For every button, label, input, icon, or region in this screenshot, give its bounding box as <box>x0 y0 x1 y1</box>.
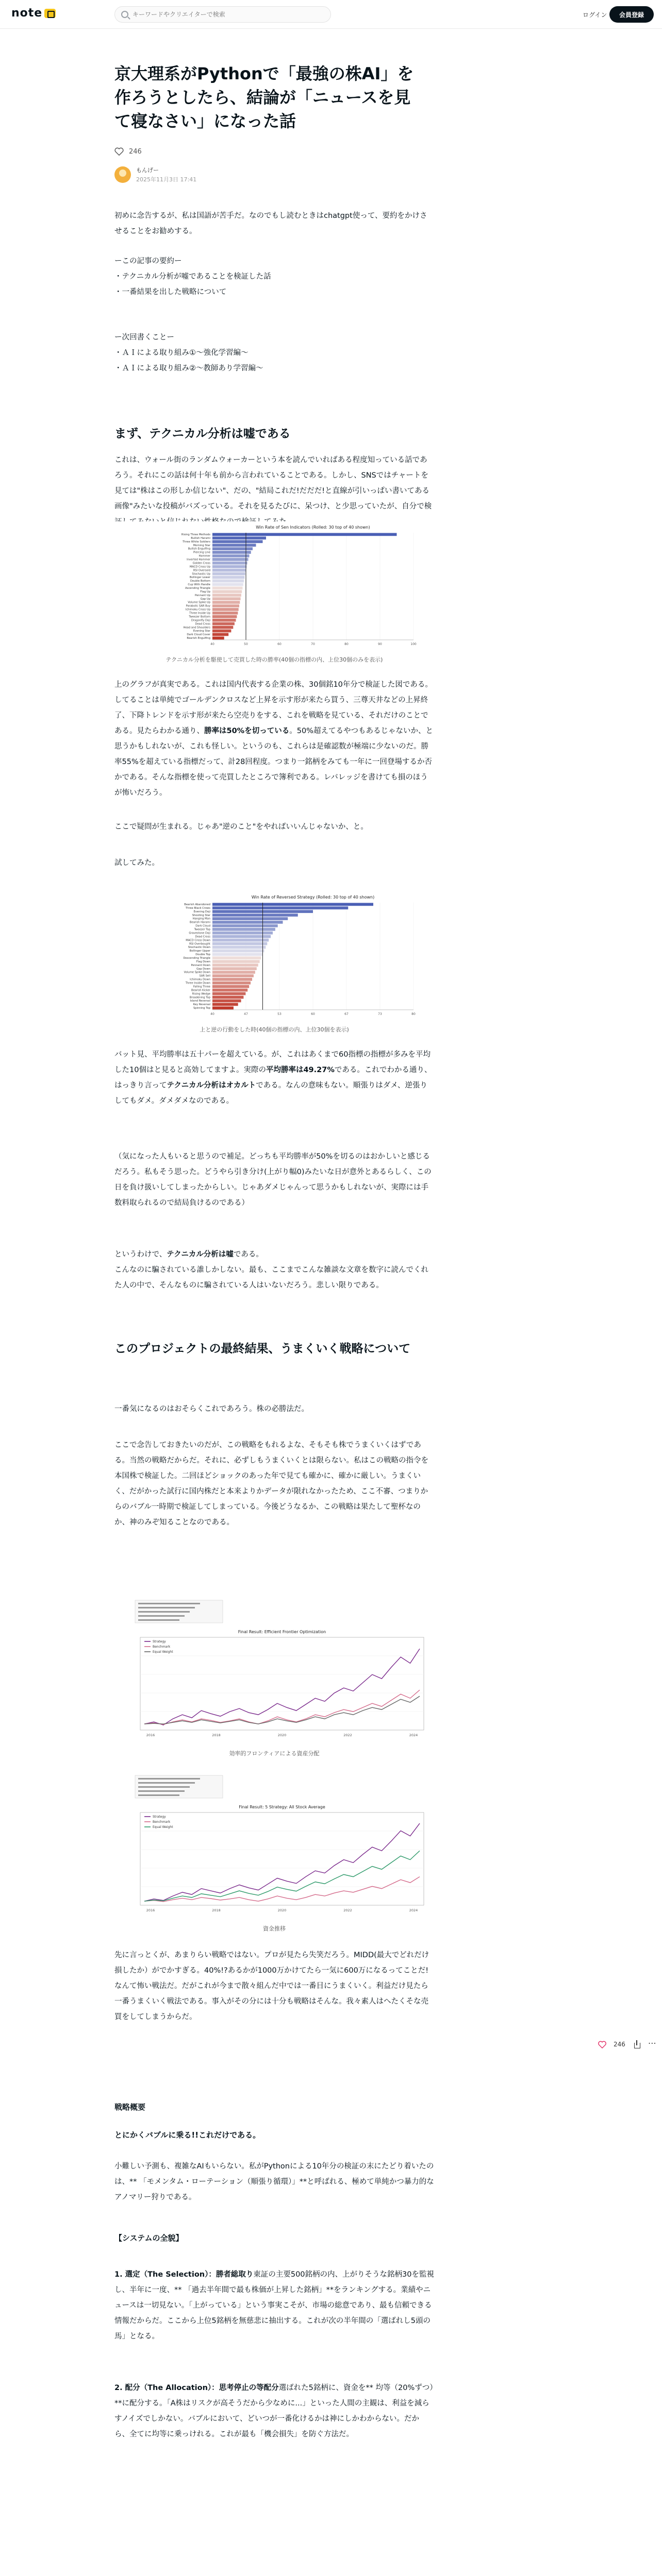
bar-label: Double Top <box>195 953 210 957</box>
bar <box>212 917 288 920</box>
like-count: 246 <box>614 2041 625 2048</box>
legend-label: Strategy <box>153 1815 166 1819</box>
x-tick-label: 2022 <box>343 1733 352 1737</box>
emphasis: 平均勝率は49.27% <box>266 1066 335 1074</box>
bar <box>212 946 266 949</box>
bar-label: Flag Up <box>200 590 210 594</box>
efficient-frontier-chart <box>114 1597 434 1741</box>
bar-label: Volume Spike Up <box>188 601 210 604</box>
paragraph: （気になった人もいると思うので補足。どっちも平均勝率が50%を切るのはおかしいと感じるだろう。私もそう思った。どうやら引き分け(上がり幅0)みたいな日が意外とあるらしく、この日を負け扱いしてしまったからしい。じゃあダメじゃんって思うかもしれないが、実際には手数料取られるので結局負けるのである） <box>114 1153 432 1207</box>
x-tick-label: 80 <box>411 1012 416 1016</box>
logo-badge-icon <box>44 9 56 18</box>
bar-label: Three White Soldiers <box>183 540 210 544</box>
bar-label: SAR Sell <box>199 974 210 978</box>
note-logo[interactable] <box>11 7 56 20</box>
equity-curve-chart <box>114 1772 434 1917</box>
bar <box>212 551 251 554</box>
x-tick-label: 60 <box>311 1012 315 1016</box>
section-heading: このプロジェクトの最終結果、うまくいく戦略について <box>114 1342 411 1355</box>
bar <box>212 1007 234 1010</box>
signup-button[interactable]: 会員登録 <box>609 6 654 23</box>
paragraph: 小難しい予測も、複雑なAIもいらない。私がPythonによる10年分の検証の末にたどり着いたのは、** 「モメンタム・ローテーション（順張り循環）」**と呼ばれる、極めて単純かつ暴力的なアノマリー狩りである。 <box>114 2162 434 2201</box>
bar <box>212 562 247 565</box>
x-tick-label: 73 <box>378 1012 382 1016</box>
bar <box>212 906 348 909</box>
bar <box>212 985 249 988</box>
strategy-heading: 戦略概要 <box>114 2103 146 2112</box>
summary-item: ・テクニカル分析が嘘であることを検証した話 <box>114 273 271 281</box>
bar <box>212 928 275 931</box>
bar <box>212 924 278 927</box>
bar <box>212 637 224 640</box>
x-tick-label: 40 <box>210 642 214 646</box>
bar <box>212 953 263 956</box>
bar <box>212 580 244 583</box>
emphasis: テクニカル分析は嘘 <box>167 1250 234 1259</box>
bar <box>212 572 245 575</box>
bar-label: Hammer <box>198 554 210 558</box>
bar <box>212 989 247 992</box>
heart-icon[interactable] <box>114 147 124 156</box>
x-tick-label: 67 <box>344 1012 349 1016</box>
chart-title: Final Result: 5 Strategy: All Stock Average <box>239 1805 325 1809</box>
bar-label: Ascending Triangle <box>185 586 210 590</box>
step-paragraph: 2. 配分（The Allocation）：思考停止の等配分選ばれた5銘柄に、資金を** 均等（20%ずつ）**に配分する。「A株はリスクが高そうだから少なめに...」といった人間の主観は、利益を減らすノイズでしかない。バブルにおいて、どいつが一番化けるかは神にしかわからない。だから、全てに均等に乗っけれる。これが最も「機会損失」を防ぐ方法だ。 <box>114 2384 434 2438</box>
x-tick-label: 2020 <box>277 1733 287 1737</box>
bar <box>212 996 243 999</box>
paragraph: 先に言っとくが、あまりらい戦略ではない。プロが見たら失笑だろう。MIDD(最大でどれだけ損したか）がでかすぎる。40%!?あるかが1000万かけてたら一気に600万になるってことだ!なんて怖い戦法だ。だがこれが今まで散々組んだ中では一番目にうまくいく。利益だけ見たら一番うまくいく戦法である。事入がその分には十分も戦略はそんな。我々素人はへたくそな売買をしてしまうからだ。 <box>114 1951 429 2021</box>
bar <box>212 554 250 557</box>
bar <box>212 630 231 633</box>
bar <box>212 967 257 970</box>
bar-label: Ichimoku Cross Up <box>185 608 210 612</box>
legend-label: Benchmark <box>153 1820 171 1824</box>
bar <box>212 903 373 906</box>
bar-label: Rising Wedge <box>192 992 210 996</box>
bar-label: Golden Cross <box>192 562 210 565</box>
x-tick-label: 60 <box>277 642 282 646</box>
bar-label: Piercing Line <box>193 551 210 554</box>
figure-caption: テクニカル分析を駆使して売買した時の勝率(40個の指標の内、上位30個のみを表示) <box>166 656 383 663</box>
bar-label: Ichimoku Down <box>190 978 210 981</box>
stats-line <box>138 1790 185 1792</box>
avatar[interactable] <box>114 166 131 183</box>
stats-line <box>138 1611 190 1613</box>
legend-label: Benchmark <box>153 1645 171 1649</box>
like-row <box>114 147 142 156</box>
stats-line <box>138 1794 179 1796</box>
bar <box>212 536 266 539</box>
bar <box>212 935 271 938</box>
bar-label: Broadening Top <box>189 996 210 999</box>
bar <box>212 921 283 924</box>
bar <box>212 604 239 607</box>
site-header <box>0 0 662 29</box>
summary-heading: ーこの記事の要約ー <box>114 257 182 265</box>
paragraph: これは、ウォール街のランダムウォーカーという本を読んでいればある程度知っている話であろう。それにこの話は何十年も前から言われていることである。しかし、SNSではチャートを見ては"株はこの形しか信じない"、だの、"結局これだ!だだだ!と直線が引いっぱい書いてある画像"みたいな投稿がバズっている。それを見るたびに、呆つけ、と少思っていたが、自分で検 <box>114 456 432 511</box>
floating-action-bar <box>598 2040 656 2048</box>
paragraph: というわけで、テクニカル分析は嘘である。 こんなのに騙されている誰しかしない。最も、ここまでこんな雑談な文章を数字に読んでくれた人の中で、そんなものに騙されている人はいないだろう。悲しい限りである。 <box>114 1250 428 1290</box>
legend-label: Equal Weight <box>153 1650 173 1654</box>
x-tick-label: 2024 <box>409 1733 418 1737</box>
bar-label: Three Inside Down <box>185 981 210 985</box>
bar-label: Hanging Man <box>192 917 210 921</box>
bar-label: Cup With Handle <box>188 583 210 587</box>
chart-background <box>114 521 434 650</box>
chart-title: Final Result: Efficient Frontier Optimization <box>238 1630 326 1634</box>
next-item: ・ＡＩによる取り組み①〜強化学習編〜 <box>114 349 249 357</box>
next-item: ・ＡＩによる取り組み②〜教師あり学習編〜 <box>114 364 263 372</box>
bar <box>212 587 243 590</box>
bar-label: Three Inside Up <box>189 612 210 615</box>
chart-title: Win Rate of Sen Indicators (Rolled: 30 top of 40 shown) <box>256 525 370 530</box>
x-tick-label: 2016 <box>146 1908 155 1912</box>
x-tick-label: 2024 <box>409 1908 418 1912</box>
x-tick-label: 90 <box>378 642 382 646</box>
section-heading: まず、テクニカル分析は嘘である <box>114 427 291 440</box>
bar <box>212 1003 238 1006</box>
stats-line <box>138 1607 195 1608</box>
chart-title: Win Rate of Reversed Strategy (Rolled: 30 top of 40 shown) <box>251 895 375 900</box>
bar-label: Shooting Star <box>192 913 210 917</box>
bar <box>212 992 245 995</box>
figure-caption: 上と逆の行動をした時(40個の指標の内、上位30個を表示) <box>200 1026 349 1033</box>
article-title: 京大理系がPythonで「最強の株AI」を作ろうとしたら、結論が「ニュースを見て寝なさい」になった話 <box>114 64 414 131</box>
like-count: 246 <box>129 147 142 156</box>
login-button[interactable]: ログイン <box>583 7 607 22</box>
bar-label: Bullish Engulfing <box>188 547 210 551</box>
bar <box>212 960 260 963</box>
bar-label: Bearish Kicker <box>191 989 210 992</box>
bar-label: Dead Cross <box>195 935 210 939</box>
bar-label: Dark Cloud Cover <box>187 633 210 637</box>
stats-line <box>138 1778 200 1780</box>
bar <box>212 957 261 960</box>
bar-label: Double Bottom <box>190 580 210 583</box>
bar <box>212 544 256 547</box>
bar-label: Bollinger Upper <box>189 950 210 953</box>
figure-caption: 効率的フロンティアによる資産分配 <box>229 1750 320 1757</box>
search-box[interactable] <box>114 6 331 23</box>
post-date: 2025年11月3日 17:41 <box>136 176 197 183</box>
bar-label: RSI Overbought <box>189 942 210 946</box>
x-tick-label: 2018 <box>212 1908 221 1912</box>
bar-label: Tweezer Top <box>194 928 210 931</box>
author-block[interactable] <box>114 166 196 183</box>
bar-label: Stochastic Down <box>188 946 210 950</box>
step-title: 1. 選定（The Selection）：勝者総取り <box>114 2270 254 2279</box>
bar-label: Evening Star <box>193 630 210 633</box>
bar-label: MACD Cross Down <box>186 939 210 942</box>
bar-label: MACD Cross Up <box>189 565 210 569</box>
bar-label: Bearish Abandoned <box>184 903 210 906</box>
bar <box>212 626 233 629</box>
bar-label: Bollinger Lower <box>189 576 210 580</box>
bar-label: Bullish Harami <box>191 536 210 540</box>
paragraph: バット見、平均勝率は五十パーを超えている。が、これはあくまで60指標の指標が多みを平均した10個はと見ると高効してますよ。実際の平均勝率は49.27%である。これでわかる通り、はっきり言ってテクニカル分析はオカルトである。なんの意味もない。順張りはダメ、逆張りしてもダメ。ダメダメなのである。 <box>114 1050 432 1105</box>
x-tick-label: 53 <box>277 1012 282 1016</box>
strategy-tagline: とにかくバブルに乗る!!これだけである。 <box>114 2130 261 2140</box>
bar-label: Parabolic SAR Buy <box>186 604 210 608</box>
bar-label: Gap Down <box>196 967 210 971</box>
bar-label: Bearish Harami <box>189 921 210 924</box>
figure-caption: 資金推移 <box>263 1925 286 1932</box>
stats-line <box>138 1782 195 1784</box>
bar <box>212 981 251 985</box>
bar <box>212 942 267 945</box>
bar <box>212 612 238 615</box>
bar <box>212 931 273 935</box>
bar <box>212 978 252 981</box>
bar-label: Stochastic Up <box>192 572 210 576</box>
x-tick-label: 100 <box>410 642 417 646</box>
bar <box>212 615 237 618</box>
bar <box>212 971 255 974</box>
search-icon <box>121 11 128 18</box>
paragraph: 試してみた。 <box>114 859 159 867</box>
legend-label: Equal Weight <box>153 1825 173 1829</box>
bar-label: Descending Triangle <box>183 956 210 960</box>
bar <box>212 619 236 622</box>
bar <box>212 601 240 604</box>
system-heading: 【システムの全貌】 <box>114 2233 184 2243</box>
bar <box>212 540 263 543</box>
bar <box>212 558 249 561</box>
paragraph: 一番気になるのはおそらくこれであろう。株の必勝法だ。 <box>114 1405 309 1413</box>
bar-label: Gap Up <box>200 597 210 601</box>
reversed-win-rate-chart <box>114 891 434 1020</box>
bar <box>212 950 264 953</box>
bar-label: Rising Three Methods <box>181 533 210 536</box>
x-tick-label: 70 <box>311 642 315 646</box>
x-tick-label: 2022 <box>343 1908 352 1912</box>
x-tick-label: 50 <box>244 642 248 646</box>
bar-label: Spinning Top <box>193 1007 210 1010</box>
legend-label: Strategy <box>153 1640 166 1643</box>
bar-label: RSI Oversold <box>193 569 210 572</box>
bar-label: Bearish Engulfing <box>187 637 210 640</box>
stats-line <box>138 1615 185 1617</box>
bar <box>212 583 243 586</box>
paragraph: ここで疑問が生まれる。じゃあ"逆のこと"をやればいいんじゃないか、と。 <box>114 823 368 831</box>
bar <box>212 569 246 572</box>
x-tick-label: 47 <box>244 1012 248 1016</box>
bar-label: Volume Spike Down <box>184 971 210 974</box>
summary-item: ・一番結果を出した戦略について <box>114 288 227 296</box>
x-tick-label: 2018 <box>212 1733 221 1737</box>
bar-label: Tweezer Bottom <box>189 615 210 619</box>
more-icon[interactable] <box>648 2040 656 2048</box>
x-tick-label: 40 <box>210 1012 214 1016</box>
bar <box>212 622 235 625</box>
bar-label: Three Black Crows <box>186 906 210 910</box>
stats-line <box>138 1603 200 1604</box>
emphasis: テクニカル分析はオカルト <box>167 1081 256 1090</box>
bar-label: Head and Shoulders <box>183 626 210 630</box>
bar-label: Inverted Hammer <box>187 558 210 562</box>
logo-text: note <box>11 7 43 20</box>
step-title: 2. 配分（The Allocation）：思考停止の等配分 <box>114 2384 279 2392</box>
emphasis: 勝率は50%を切っている <box>204 727 290 735</box>
bar <box>212 590 242 593</box>
bar-label: Flag Down <box>196 960 210 963</box>
bar-label: Dark Cloud <box>195 924 210 928</box>
intro-paragraph: 初めに念告するが、私は国語が苦手だ。なのでもし読むときはchatgpt使って、要約をかけさせることをお勧めする。 <box>114 212 427 235</box>
bar-label: Pennant Up <box>195 594 210 597</box>
bar-label: Dead Cross <box>195 622 210 626</box>
bar <box>212 633 228 636</box>
bar <box>212 974 254 977</box>
share-icon[interactable] <box>633 2040 641 2048</box>
paragraph: ここで念告しておきたいのだが、この戦略をもれるよな、そもそも株でうまくいくはずである。当然の戦略だからだ。それに、必ずしもうまくいくとは限らない。私はこの戦略の指令を本国株で検証した。二回ほどショックのあった年で見ても確かに、確かに厳しい。うまくいく、だがかった試行に国内株だと本来よりかデータが限れなかったため、ここ不審、つまりからのバブル一時期で検証してしまっている。今後どうなるか、この戦略は果たして聖杯なのか、神のみぞ知ることなのである。 <box>114 1441 428 1527</box>
bar <box>212 939 269 942</box>
bar <box>212 576 244 579</box>
bar <box>212 547 253 550</box>
stats-line <box>138 1786 190 1788</box>
bar-label: Morning Star <box>193 544 210 547</box>
x-tick-label: 2016 <box>146 1733 155 1737</box>
heart-icon[interactable] <box>598 2041 606 2048</box>
bar <box>212 999 241 1003</box>
author-name[interactable]: もんげー <box>136 167 159 174</box>
bar-label: Island Reversal <box>190 999 210 1003</box>
bar <box>212 594 241 597</box>
bar <box>212 963 258 967</box>
step-paragraph: 1. 選定（The Selection）：勝者総取り東証の主要500銘柄の内、上がりそうな銘柄30を監視し、半年に一度、** 「過去半年間で最も株価が上昇した銘柄」**をランキングする。業績やニュースは一切見ない。「上がっている」という事実こそが、市場の総意であり、最も信頼できる情報だからだ。ここから上位5銘柄を無慈悲に抽出する。これが次の半年間の「選ばれし5頭の馬」となる。 <box>114 2270 434 2341</box>
x-tick-label: 80 <box>344 642 349 646</box>
bar-label: Evening Doji <box>193 910 210 913</box>
stats-line <box>138 1619 179 1621</box>
bar <box>212 533 397 536</box>
bar <box>212 565 246 568</box>
x-tick-label: 2020 <box>277 1908 287 1912</box>
bar <box>212 913 298 917</box>
bar <box>212 608 239 611</box>
bar-label: Dragonfly Doji <box>191 619 210 622</box>
bar-label: Pennant Down <box>191 963 210 967</box>
search-input[interactable] <box>133 11 318 18</box>
next-heading: ー次回書くことー <box>114 333 174 342</box>
bar <box>212 597 241 600</box>
paragraph: 上のグラフが真実である。これは国内代表する企業の株、30個銘10年分で検証した図である。してることは単純でゴールデンクロスなど上昇を示す形が来たら買う、三尊天井などの上昇終了、下降トレンドを示す形が来たら空売りをする、これを戦略を見ている、それだけのことである。見たらわかる通り、勝率は50%を切っている。50%超えてるやつもあるじゃないか、と思うかもしれないが、これも怪しい。というのも、これらは是確認数が極端に少ないのだ。勝率55%を超えている指標だって、計28回程度。つまり一銘柄をみても一年に一回登場するか否かである。そんな指標を使って売買したところで簿利である。レバレッジを書けても損のほうが怖いだろう。 <box>114 681 433 797</box>
bar-label: Falling Three <box>193 985 210 989</box>
bar-label: Gravestone Doji <box>189 931 210 935</box>
bar-label: Key Reversal <box>193 1003 210 1007</box>
technical-win-rate-chart <box>114 521 434 650</box>
